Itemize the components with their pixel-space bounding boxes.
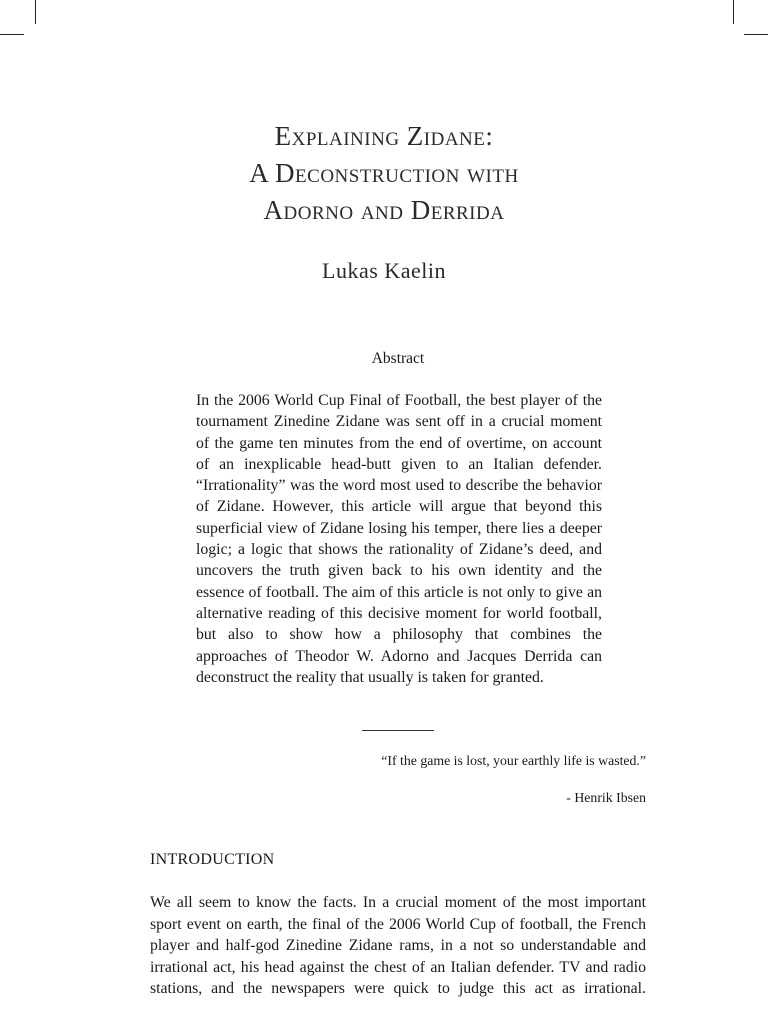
section-divider — [362, 730, 434, 731]
paper-title — [0, 118, 768, 229]
introduction-heading: INTRODUCTION — [150, 851, 275, 868]
crop-mark-top-right-horizontal — [744, 34, 768, 35]
epigraph-quote: “If the game is lost, your earthly life is wasted.” — [381, 753, 646, 768]
crop-mark-top-left-horizontal — [0, 34, 24, 35]
title-line-2: A Deconstruction with — [249, 158, 519, 188]
abstract-text: In the 2006 World Cup Final of Football, the best player of the tournament Zinedine Zidane was sent off in a crucial moment of the game ten minutes from the end of overtime, on account of an inexplicable head-butt given to an Italian defender. “Irrationality” was the word most used to describe the behavior of Zidane. However, this article will argue that beyond this superficial view of Zidane losing his temper, there lies a deeper logic; a logic that shows the rationality of Zidane’s deed, and uncovers the truth given back to his own identity and the essence of football. The aim of this article is not only to give an alternative reading of this decisive moment for world football, but also to show how a philosophy that combines the approaches of Theodor W. Adorno and Jacques Derrida can deconstruct the reality that usually is taken for granted. — [196, 392, 602, 686]
abstract-heading: Abstract — [371, 350, 425, 367]
title-line-1: Explaining Zidane: — [274, 121, 494, 151]
crop-mark-top-right-vertical — [733, 0, 734, 24]
crop-mark-top-left-vertical — [35, 0, 36, 24]
epigraph-attribution: - Henrik Ibsen — [566, 790, 646, 805]
title-line-3: Adorno and Derrida — [263, 195, 505, 225]
author-name: Lukas Kaelin — [322, 258, 446, 283]
introduction-text: We all seem to know the facts. In a crucial moment of the most important sport event on earth, the final of the 2006 World Cup of football, the French player and half-god Zinedine Zidane rams, in a not so understandable and irrational act, his head against the chest of an Italian defender. TV and radio stations, and the newspapers were quick to judge this act as irrational. — [150, 894, 646, 997]
